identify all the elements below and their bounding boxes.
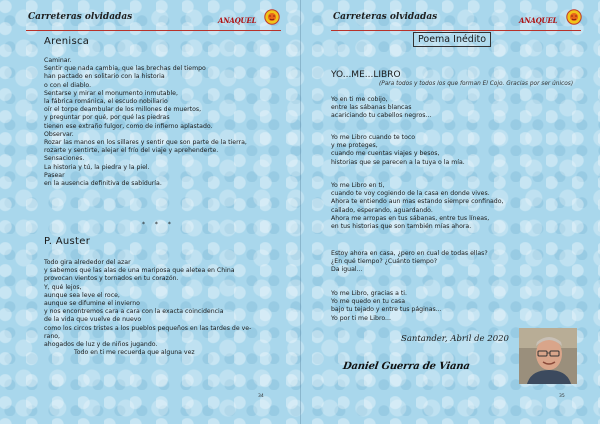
- poem-line: bajo tu tejado y entre tus páginas...: [331, 306, 442, 314]
- poem-line: aunque sea leve el roce,: [44, 291, 120, 299]
- poem-line: Da igual...: [331, 266, 363, 274]
- poem-line: Sentarse y mirar el monumento inmutable,: [44, 89, 178, 97]
- poem-line: como los circos tristes a los pueblos pequeños en las tardes de ve-: [44, 324, 252, 332]
- section-title-arenisca: Arenisca: [44, 36, 90, 47]
- poem-line: y nos encontremos cara a cara con la exacta coincidencia: [44, 308, 224, 316]
- sun-logo-icon: [566, 9, 582, 25]
- poema-inedito-box: Poema Inédito: [413, 32, 491, 47]
- poem-line: rozarte y sentirte, alejar el frío del viaje y aprehenderte.: [44, 147, 219, 155]
- poem-dedication: (Para todos y todos los que forman El Cojo. Gracias por ser únicos): [379, 81, 574, 87]
- poem-line: Yo me Libro, gracias a ti.: [331, 290, 407, 297]
- poem-line: de la vida que vuelve de nuevo: [44, 316, 142, 324]
- poem-line: Caminar.: [44, 57, 72, 64]
- poem-line: la fábrica románica, el escudo nobiliario: [44, 98, 168, 106]
- poem-line: en la ausencia definitiva de sabiduría.: [44, 180, 162, 188]
- poem-line: Yo me Libro en ti,: [331, 182, 385, 189]
- poem-stanza-1: [331, 96, 431, 121]
- poem-line: Sensaciones.: [44, 155, 85, 163]
- poem-line: oír el torpe deambular de los millones de muertos,: [44, 106, 202, 114]
- poem-line: historias que se parecen a la tuya o la mía.: [331, 158, 465, 166]
- auster-poem: [44, 259, 251, 357]
- poem-line: Sentir que nada cambia, que las brechas del tiempo: [44, 65, 206, 73]
- poem-line: acariciando tu cabellos negros...: [331, 112, 432, 120]
- poem-line: Yo me quedo en tu casa: [331, 298, 406, 306]
- poem-line: aunque se difumine el invierno: [44, 300, 140, 308]
- poem-line: tienen ese extraño fulgor, como de infierno aplastado.: [44, 122, 213, 130]
- poem-stanza-4: [331, 250, 488, 275]
- poem-line: cuando me cuentas viajes y besos,: [331, 150, 440, 158]
- poem-line: o con el diablo.: [44, 81, 92, 89]
- poem-line: Pasear: [44, 171, 65, 179]
- poem-line: Y, qué lejos,: [44, 283, 82, 291]
- poem-line: entre las sábanas blancas: [331, 104, 412, 112]
- poem-stanza-3: [331, 182, 503, 231]
- author-portrait: [519, 328, 577, 384]
- right-logo-text: ANAQUEL: [519, 16, 558, 25]
- right-page: [300, 0, 600, 424]
- left-logo-text: ANAQUEL: [218, 16, 257, 25]
- poem-line: Ahora me arropas en tus sábanas, entre tus líneas,: [331, 214, 490, 222]
- poem-line: Yo me Libro cuando te toco: [331, 134, 416, 141]
- separator-stars: * * *: [142, 221, 175, 228]
- poem-line: Rozar las manos en los sillares y sentir que son parte de la tierra,: [44, 139, 247, 147]
- author-signature: Daniel Guerra de Viana: [342, 361, 471, 372]
- poem-title: YO...ME...LIBRO: [331, 70, 401, 80]
- poem-line: Todo gira alrededor del azar: [44, 259, 131, 266]
- poem-line: provocan vientos y tornados en tu corazón.: [44, 275, 179, 283]
- poem-line: y preguntar por qué, por qué las piedras: [44, 114, 170, 122]
- poem-line: ¿En qué tiempo? ¿Cuánto tiempo?: [331, 258, 438, 266]
- poem-line: cuando te voy cogiendo de la casa en donde vives.: [331, 190, 490, 198]
- left-header-title: Carreteras olvidadas: [28, 12, 133, 22]
- poem-line: Yo por ti me Libro...: [331, 314, 391, 322]
- poem-line: Yo en ti me cobijo,: [331, 96, 388, 103]
- right-header-title: Carreteras olvidadas: [333, 12, 438, 22]
- page-number-left: 34: [258, 394, 264, 399]
- poem-line: han pactado en solitario con la historia: [44, 73, 165, 81]
- poem-line: y me proteges,: [331, 142, 378, 150]
- poem-line: en tus historias que son también mías ahora.: [331, 223, 472, 231]
- place-and-date: Santander, Abril de 2020: [401, 334, 509, 344]
- poem-line: callado, esperando, aguardando.: [331, 206, 433, 214]
- left-page-header: [26, 8, 281, 31]
- poem-stanza-5: [331, 290, 442, 323]
- poem-line: y sabemos que las alas de una mariposa que aletea en China: [44, 267, 235, 275]
- arenisca-poem: [44, 57, 247, 188]
- poem-stanza-2: [331, 134, 465, 167]
- poem-line: Observar.: [44, 130, 74, 138]
- poem-line: Ahora te entiendo aun mas estando siempre confinado,: [331, 198, 504, 206]
- sun-logo-icon: [264, 9, 280, 25]
- poem-line: rano,: [44, 332, 61, 340]
- poem-line: ahogados de luz y de niños jugando.: [44, 341, 158, 349]
- page-number-right: 35: [559, 394, 565, 399]
- section-title-auster: P. Auster: [44, 236, 91, 247]
- poem-line: Todo en ti me recuerda que alguna vez: [74, 349, 195, 357]
- poem-line: La historia y tú, la piedra y la piel.: [44, 163, 150, 171]
- right-page-header: [331, 8, 581, 31]
- poem-line: Estoy ahora en casa, ¿pero en cual de todas ellas?: [331, 250, 488, 257]
